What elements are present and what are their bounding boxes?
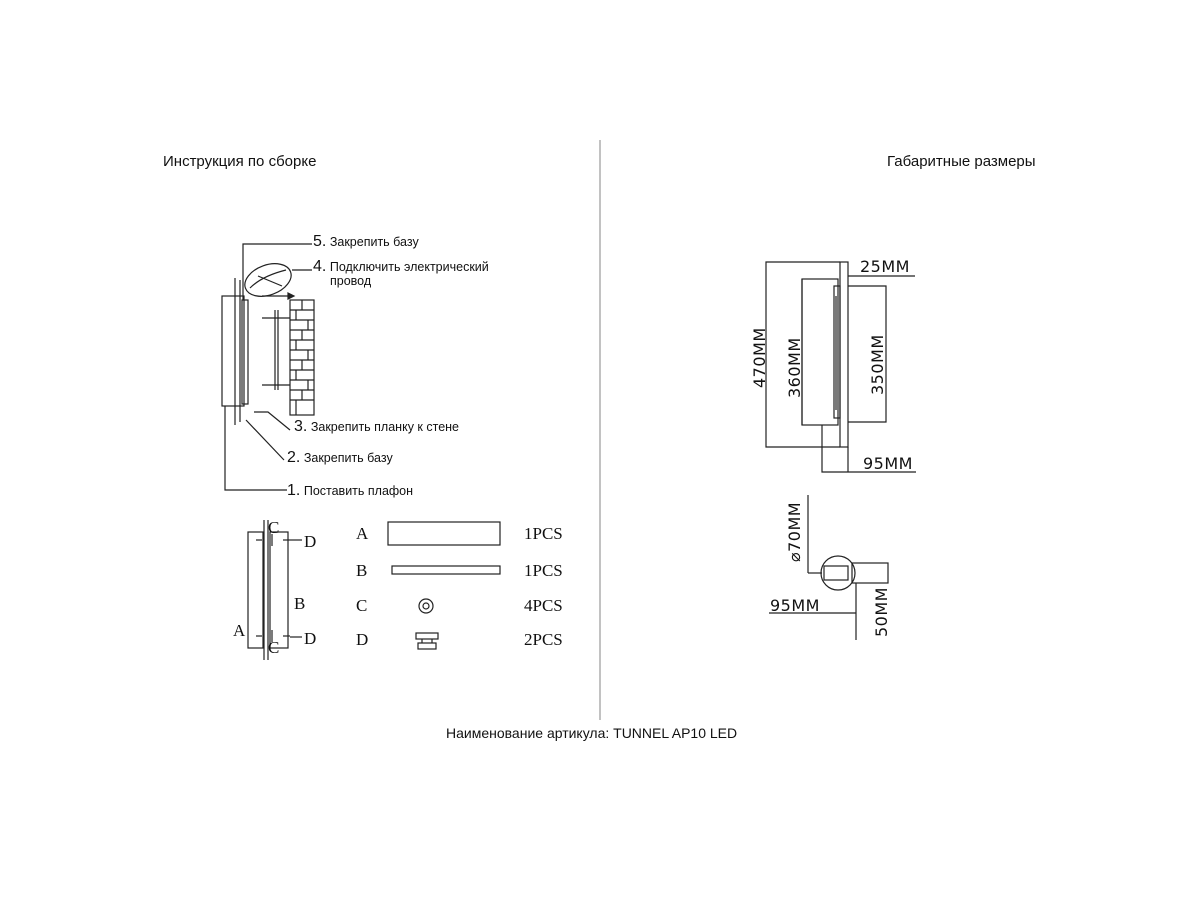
part-d-top-label: D [304, 532, 317, 551]
parts-list-c-qty: 4PCS [524, 596, 563, 615]
step-2-label [287, 450, 393, 466]
dim-diameter-70: ⌀70MM [785, 501, 804, 562]
step-2-text: Закрепить базу [303, 451, 393, 465]
dim-top-25: 25MM [860, 257, 910, 276]
parts-list-d-qty: 2PCS [524, 630, 563, 649]
step-5-number: 5. [313, 233, 327, 250]
dim-height-360: 360MM [785, 337, 804, 398]
parts-list-b-letter: B [356, 561, 368, 580]
article-name: Наименование артикула: TUNNEL AP10 LED [446, 725, 738, 741]
step-2-number: 2. [287, 449, 301, 466]
step-3-label [294, 419, 459, 435]
part-b-icon [392, 566, 500, 574]
part-c-icon [419, 599, 433, 613]
part-c-top-label: C [268, 518, 280, 537]
part-b-label: B [294, 594, 306, 613]
step-4-label [313, 259, 489, 275]
shade-body [222, 296, 244, 406]
dim-height-470: 470MM [750, 327, 769, 388]
part-d-icon [416, 633, 438, 649]
step-1-label [287, 483, 413, 499]
dim-plan-95: 95MM [770, 596, 820, 615]
parts-list-d-letter: D [356, 630, 369, 649]
step-1-text: Поставить плафон [303, 484, 414, 498]
step-3-text: Закрепить планку к стене [310, 420, 459, 434]
part-a-label: A [233, 621, 246, 640]
parts-list-a-letter: A [356, 524, 369, 543]
step-4-number: 4. [313, 258, 327, 275]
part-c-bottom-label: C [268, 638, 280, 657]
dimensions-heading: Габаритные размеры [887, 153, 1036, 170]
parts-list-b-qty: 1PCS [524, 561, 563, 580]
dim-depth-95: 95MM [863, 454, 913, 473]
step-5-label [313, 234, 419, 250]
dim-plan-50: 50MM [872, 587, 891, 637]
step-4-text-line1: Подключить электрический [329, 260, 489, 274]
part-d-bottom-label: D [304, 629, 317, 648]
assembly-heading: Инструкция по сборке [163, 153, 317, 170]
parts-list-c-letter: C [356, 596, 368, 615]
dim-height-350: 350MM [868, 334, 887, 395]
step-1-number: 1. [287, 482, 301, 499]
step-3-number: 3. [294, 418, 308, 435]
parts-list-a-qty: 1PCS [524, 524, 563, 543]
step-4-text-line2: провод [330, 274, 372, 288]
step-5-text: Закрепить базу [329, 235, 419, 249]
part-a-icon [388, 522, 500, 545]
